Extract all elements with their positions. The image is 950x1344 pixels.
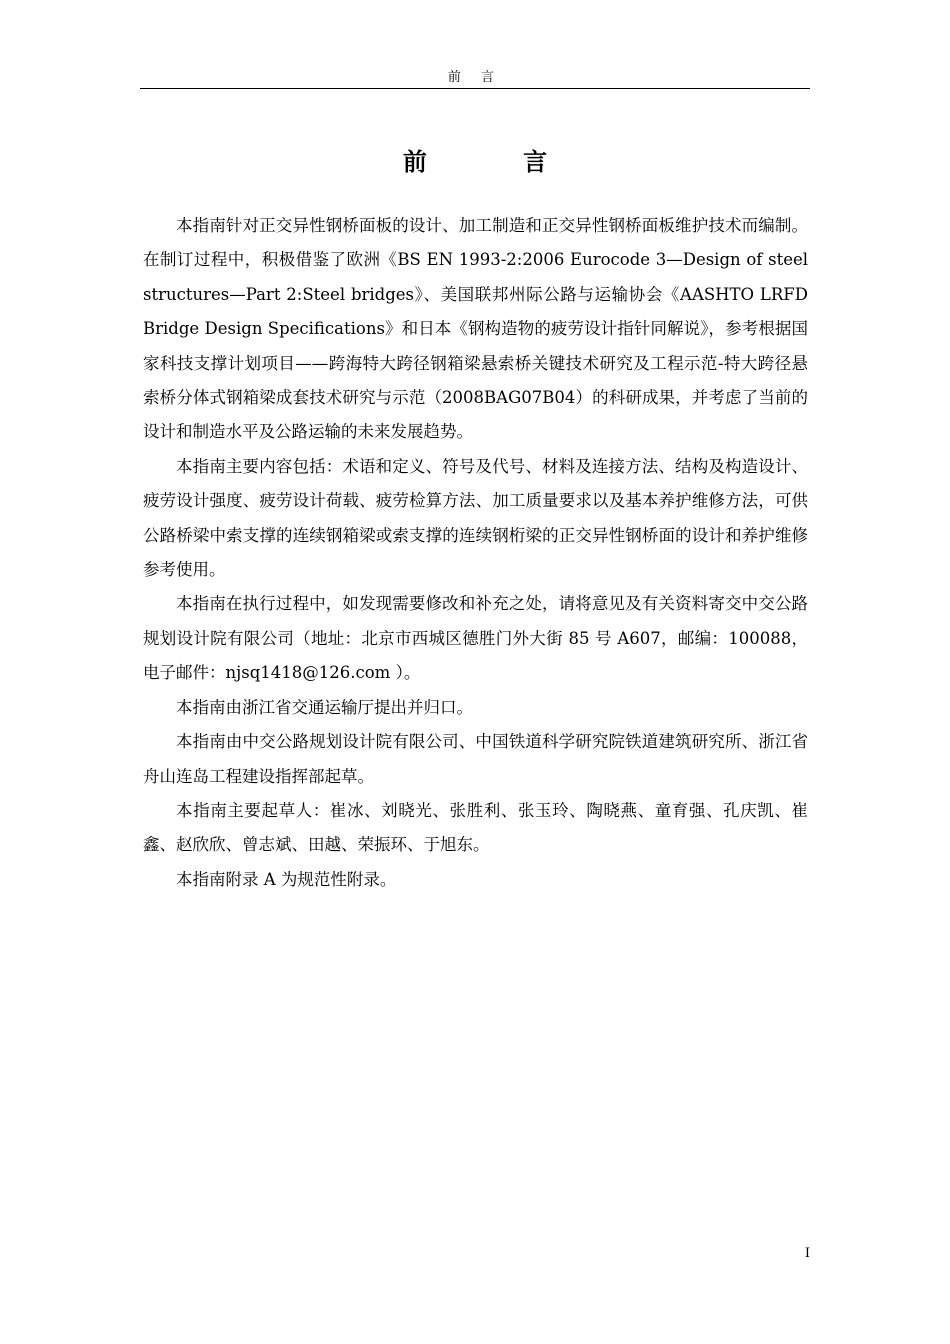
paragraph-contents: 本指南主要内容包括：术语和定义、符号及代号、材料及连接方法、结构及构造设计、疲劳设计强度、疲劳设计荷载、疲劳检算方法、加工质量要求以及基本养护维修方法，可供公路桥梁中索支撑的连续钢箱梁或索支撑的连续钢桁梁的正交异性钢桥面的设计和养护维修参考使用。 (143, 456, 808, 580)
paragraph-drafting-units: 本指南由中交公路规划设计院有限公司、中国铁道科学研究院铁道建筑研究所、浙江省舟山连岛工程建设指挥部起草。 (143, 732, 808, 786)
paragraph-drafters: 本指南主要起草人：崔冰、刘晓光、张胜利、张玉玲、陶晓燕、童育强、孔庆凯、崔鑫、赵欣欣、曾志斌、田越、荣振环、于旭东。 (143, 800, 808, 855)
header-rule (140, 88, 810, 89)
paragraph-proposer: 本指南由浙江省交通运输厅提出并归口。 (176, 697, 473, 717)
paragraph-purpose: 本指南针对正交异性钢桥面板的设计、加工制造和正交异性钢桥面板维护技术而编制。在制订过程中，积极借鉴了欧洲《BS EN 1993-2:2006 Eurocode 3—Design of steel structures—Part 2:Steel bridges》、美国联邦州际公路与运输协会《AASHTO LRFD Bridge Design Specifications》和日本《钢构造物的疲劳设计指针同解说》，参考根据国家科技支撑计划项目——跨海特大跨径钢箱梁悬索桥关键技术研究及工程示范-特大跨径悬索桥分体式钢箱梁成套技术研究与示范（2008BAG07B04）的科研成果，并考虑了当前的设计和制造水平及公路运输的未来发展趋势。 (143, 216, 808, 442)
page-number: I (804, 1246, 810, 1261)
running-header: 前 言 (447, 70, 503, 85)
page-title: 前 言 (402, 147, 592, 176)
paragraph-appendix: 本指南附录 A 为规范性附录。 (176, 869, 397, 889)
paragraph-feedback: 本指南在执行过程中，如发现需要修改和补充之处，请将意见及有关资料寄交中交公路规划设计院有限公司（地址：北京市西城区德胜门外大街 85 号 A607，邮编：100088，电子邮件：njsq1418@126.com ）。 (143, 594, 808, 683)
body-text (143, 209, 808, 897)
